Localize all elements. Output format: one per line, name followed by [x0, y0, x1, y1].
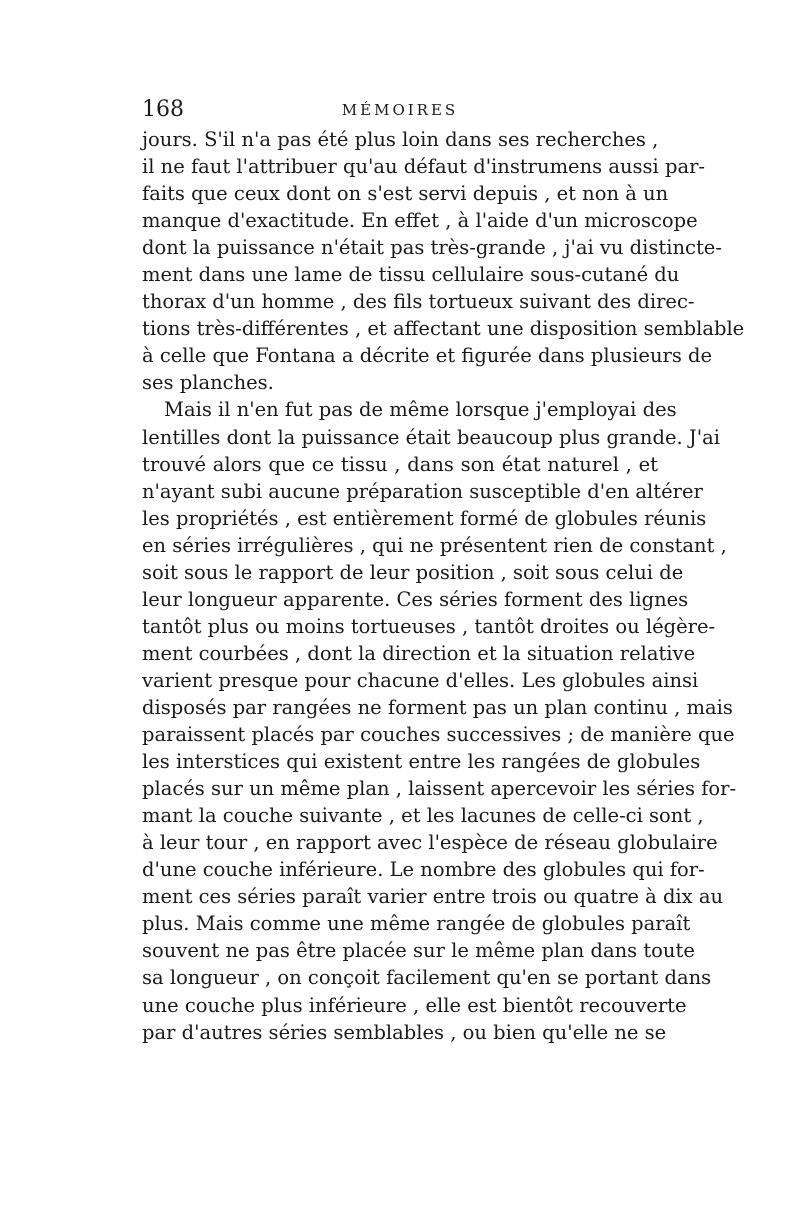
- text-line: ment courbées , dont la direction et la situation relative: [142, 641, 696, 665]
- text-line: une couche plus inférieure , elle est bientôt recouverte: [142, 993, 687, 1017]
- text-line: ment ces séries paraît varier entre trois ou quatre à dix au: [142, 885, 724, 909]
- text-line: mant la couche suivante , et les lacunes de celle-ci sont ,: [142, 804, 704, 828]
- text-line: à leur tour , en rapport avec l'espèce de réseau globulaire: [142, 831, 718, 855]
- text-line: ses planches.: [142, 371, 274, 395]
- text-line: en séries irrégulières , qui ne présentent rien de constant ,: [142, 533, 727, 557]
- text-line: jours. S'il n'a pas été plus loin dans ses recherches ,: [142, 128, 659, 151]
- text-line: n'ayant subi aucune préparation susceptible d'en altérer: [142, 479, 703, 503]
- text-line: d'une couche inférieure. Le nombre des globules qui for-: [142, 858, 705, 882]
- text-line: plus. Mais comme une même rangée de globules paraît: [142, 912, 691, 936]
- text-line: thorax d'un homme , des fils tortueux suivant des direc-: [142, 290, 695, 314]
- text-line: soit sous le rapport de leur position , soit sous celui de: [142, 560, 684, 584]
- text-line: paraissent placés par couches successives ; de manière que: [142, 723, 735, 747]
- running-head: [142, 96, 658, 124]
- text-line: placés sur un même plan , laissent apercevoir les séries for-: [142, 777, 737, 801]
- text-line: tions très-différentes , et affectant une disposition semblable: [142, 317, 745, 341]
- text-line: trouvé alors que ce tissu , dans son état naturel , et: [142, 452, 658, 476]
- text-line: par d'autres séries semblables , ou bien qu'elle ne se: [142, 1020, 667, 1044]
- text-line: manque d'exactitude. En effet , à l'aide d'un microscope: [142, 209, 698, 233]
- running-title: MÉMOIRES: [341, 101, 459, 119]
- text-line: les propriétés , est entièrement formé de globules réunis: [142, 506, 707, 530]
- text-line: il ne faut l'attribuer qu'au défaut d'instrumens aussi par-: [142, 155, 706, 179]
- body-text: [142, 126, 745, 1046]
- text-line: ment dans une lame de tissu cellulaire sous-cutané du: [142, 263, 680, 287]
- text-line: lentilles dont la puissance était beaucoup plus grande. J'ai: [142, 425, 720, 449]
- text-line: leur longueur apparente. Ces séries forment des lignes: [142, 587, 689, 611]
- text-line: dont la puissance n'était pas très-grande , j'ai vu distincte-: [142, 236, 722, 260]
- text-line: souvent ne pas être placée sur le même plan dans toute: [142, 939, 695, 963]
- text-line: disposés par rangées ne forment pas un plan continu , mais: [142, 695, 733, 719]
- page-number: 168: [142, 97, 184, 122]
- text-line: les interstices qui existent entre les rangées de globules: [142, 750, 701, 774]
- text-line: varient presque pour chacune d'elles. Les globules ainsi: [142, 668, 699, 692]
- paragraph-start-line: Mais il n'en fut pas de même lorsque j'employai des: [164, 398, 677, 422]
- text-line: à celle que Fontana a décrite et figurée dans plusieurs de: [142, 344, 713, 368]
- text-line: tantôt plus ou moins tortueuses , tantôt droites ou légère-: [142, 614, 716, 638]
- text-line: faits que ceux dont on s'est servi depuis , et non à un: [142, 182, 669, 206]
- text-line: sa longueur , on conçoit facilement qu'en se portant dans: [142, 966, 712, 990]
